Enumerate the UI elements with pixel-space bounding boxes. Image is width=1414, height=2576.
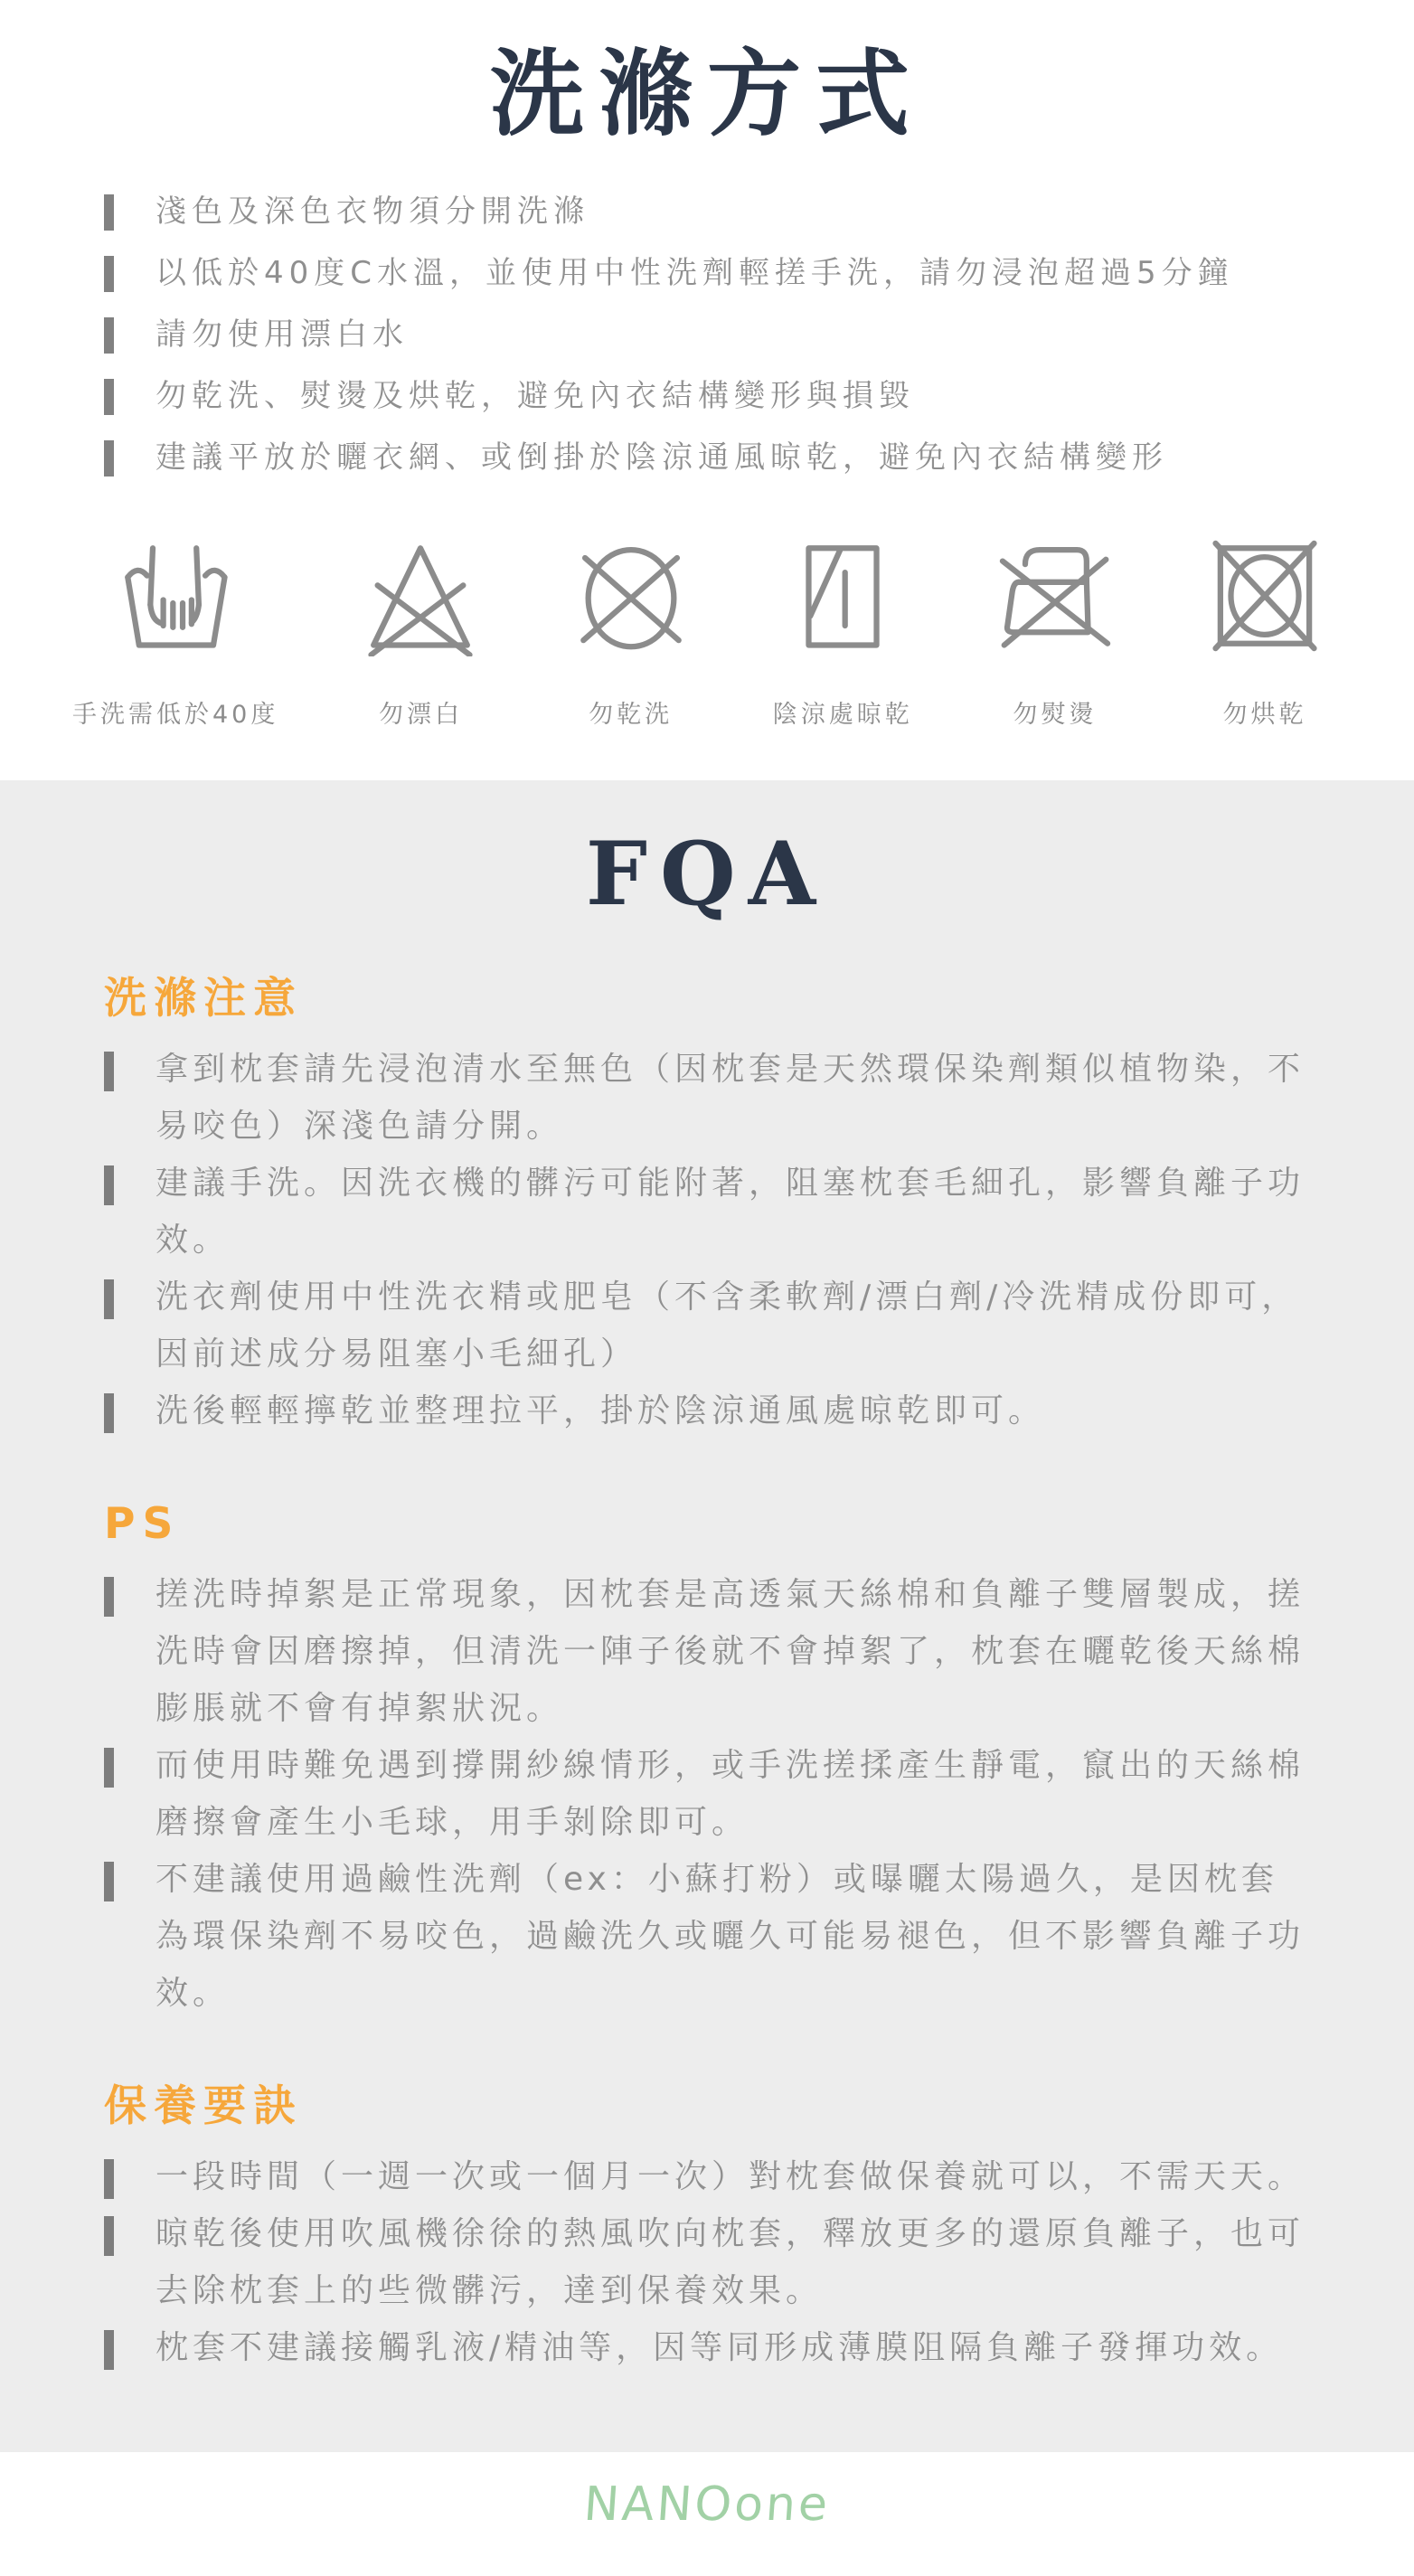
bullet-bar	[104, 1052, 114, 1091]
care-icon-label: 陰涼處晾乾	[772, 701, 913, 729]
bullet-bar	[104, 1748, 114, 1788]
fqa-item-text: 建議手洗。因洗衣機的髒污可能附著，阻塞枕套毛細孔，影響負離子功效。	[156, 1165, 1306, 1259]
fqa-item	[104, 2205, 1307, 2319]
fqa-item	[104, 2319, 1307, 2376]
fqa-item-text: 搓洗時掉絮是正常現象，因枕套是高透氣天絲棉和負離子雙層製成，搓洗時會因磨擦掉，但清洗一陣子後就不會掉絮了，枕套在曬乾後天絲棉膨脹就不會有掉絮狀況。	[156, 1576, 1306, 1727]
care-icon-item	[1197, 535, 1333, 730]
brand-logo: NANOone	[581, 2477, 833, 2532]
washing-bullet	[104, 304, 1306, 365]
hand-wash-icon	[108, 535, 243, 656]
care-icon-label: 勿熨燙	[1013, 701, 1098, 729]
care-icon-item	[987, 535, 1123, 730]
bullet-bar	[104, 1393, 114, 1433]
fqa-item-text: 晾乾後使用吹風機徐徐的熱風吹向枕套，釋放更多的還原負離子，也可去除枕套上的些微髒污，達到保養效果。	[156, 2215, 1306, 2309]
fqa-item	[104, 1566, 1307, 1737]
fqa-heading-care-tips: 保養要訣	[104, 2081, 303, 2131]
fqa-item-text: 洗衣劑使用中性洗衣精或肥皂（不含柔軟劑/漂白劑/冷洗精成份即可，因前述成分易阻塞小毛細孔）	[156, 1279, 1299, 1373]
care-icon-label: 勿乾洗	[589, 701, 674, 729]
fqa-list-care-tips	[0, 2148, 1414, 2376]
bullet-bar	[104, 317, 114, 354]
washing-section	[0, 0, 1414, 730]
bullet-bar	[104, 1577, 114, 1617]
no-bleach-icon	[353, 535, 488, 656]
fqa-item-text: 洗後輕輕擰乾並整理拉平，掛於陰涼通風處晾乾即可。	[156, 1392, 1046, 1430]
bullet-bar	[104, 379, 114, 415]
fqa-item-text: 枕套不建議接觸乳液/精油等，因等同形成薄膜阻隔負離子發揮功效。	[156, 2329, 1284, 2366]
washing-bullet	[104, 181, 1306, 242]
washing-title: 洗滌方式	[489, 38, 924, 149]
care-icon-item	[353, 535, 488, 730]
care-icons-row	[0, 488, 1414, 730]
washing-bullet-list	[0, 181, 1414, 488]
care-icon-item	[773, 535, 913, 730]
bullet-bar	[104, 1165, 114, 1205]
fqa-item-text: 不建議使用過鹼性洗劑（ex：小蘇打粉）或曝曬太陽過久，是因枕套為環保染劑不易咬色，過鹼洗久或曬久可能易褪色，但不影響負離子功效。	[156, 1861, 1306, 2012]
washing-bullet	[104, 365, 1306, 427]
care-icon-item	[72, 535, 278, 730]
care-icon-label: 勿漂白	[378, 701, 463, 729]
shade-dry-icon	[775, 535, 910, 656]
bullet-bar	[104, 2216, 114, 2256]
no-iron-icon	[987, 535, 1123, 656]
washing-bullet-text: 建議平放於曬衣網、或倒掛於陰涼通風晾乾，避免內衣結構變形	[156, 439, 1168, 476]
fqa-item	[104, 1851, 1307, 2022]
fqa-heading-ps: PS	[104, 1499, 181, 1549]
fqa-list-wash-notes	[0, 1041, 1414, 1439]
bullet-bar	[104, 2159, 114, 2199]
washing-bullet-text: 請勿使用漂白水	[156, 316, 409, 353]
bullet-bar	[104, 440, 114, 477]
fqa-item	[104, 1382, 1307, 1439]
washing-bullet	[104, 427, 1306, 488]
bullet-bar	[104, 1279, 114, 1319]
washing-bullet-text: 勿乾洗、熨燙及烘乾，避免內衣結構變形與損毀	[156, 378, 915, 414]
fqa-section	[0, 780, 1414, 2452]
fqa-title: FQA	[585, 823, 829, 925]
washing-bullet-text: 以低於40度C水溫，並使用中性洗劑輕搓手洗，請勿浸泡超過5分鐘	[156, 255, 1234, 291]
bullet-bar	[104, 256, 114, 292]
fqa-item-text: 而使用時難免遇到撐開紗線情形，或手洗搓揉產生靜電，竄出的天絲棉磨擦會產生小毛球，用手剝除即可。	[156, 1747, 1306, 1841]
bullet-bar	[104, 1862, 114, 1901]
fqa-item-text: 拿到枕套請先浸泡清水至無色（因枕套是天然環保染劑類似植物染，不易咬色）深淺色請分開。	[156, 1051, 1306, 1145]
bullet-bar	[104, 2330, 114, 2370]
care-icon-item	[563, 535, 699, 730]
fqa-item	[104, 1737, 1307, 1851]
fqa-item	[104, 2148, 1307, 2205]
fqa-item-text: 一段時間（一週一次或一個月一次）對枕套做保養就可以，不需天天。	[156, 2158, 1306, 2195]
fqa-heading-wash-notes: 洗滌注意	[104, 974, 303, 1024]
fqa-item	[104, 1041, 1307, 1155]
no-dry-clean-icon	[563, 535, 699, 656]
washing-bullet-text: 淺色及深色衣物須分開洗滌	[156, 193, 589, 230]
fqa-item	[104, 1155, 1307, 1269]
care-icon-label: 手洗需低於40度	[72, 701, 279, 729]
fqa-item	[104, 1269, 1307, 1382]
washing-bullet	[104, 242, 1306, 304]
bullet-bar	[104, 194, 114, 231]
no-tumble-dry-icon	[1197, 535, 1333, 656]
fqa-list-ps	[0, 1566, 1414, 2022]
care-icon-label: 勿烘乾	[1222, 701, 1307, 729]
footer	[0, 2452, 1414, 2557]
